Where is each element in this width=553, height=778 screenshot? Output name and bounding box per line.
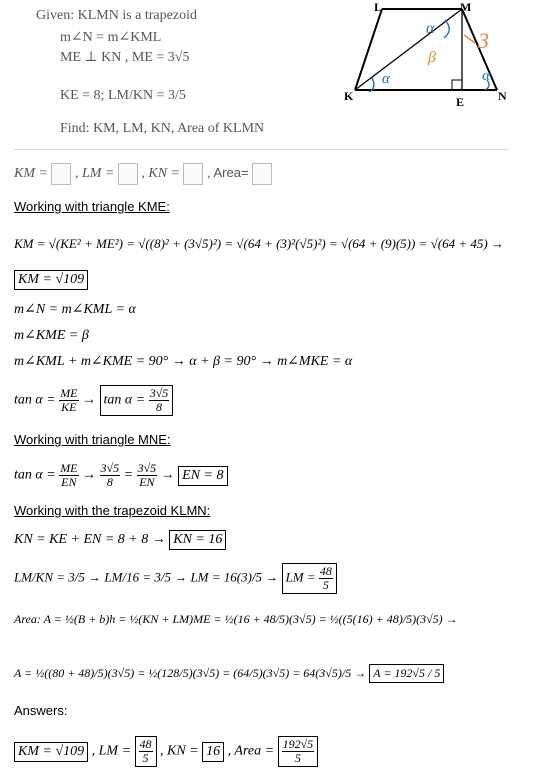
three-hand: 3 xyxy=(478,28,489,53)
tan2-n2: 3√5 xyxy=(100,461,120,475)
given-find: Find: KM, LM, KN, Area of KLMN xyxy=(60,121,265,136)
tan2-lhs: tan α = xyxy=(14,467,56,483)
final-area-den: 5 xyxy=(294,751,301,765)
tan2-n1: ME xyxy=(60,461,78,475)
tan-line-1: tan α = $\frac{ME}{KE}$ → tan α = $\frac{3√5}{8}$ xyxy=(14,385,173,416)
kn-line xyxy=(14,530,226,550)
angle-line-3: m∠KML + m∠KME = 90° → α + β = 90° → m∠MKE = α xyxy=(14,354,353,369)
final-kn-box: 16 xyxy=(202,742,224,762)
final-area-num: 192√5 xyxy=(282,737,314,751)
tan1-box xyxy=(100,385,174,416)
final-area-box xyxy=(278,736,319,767)
final-sep-lm: , LM = xyxy=(91,743,132,759)
tan2-frac-1 xyxy=(59,462,78,489)
lm-formula: LM/KN = 3/5 → LM/16 = 3/5 → LM = 16(3)/5 → xyxy=(14,569,279,585)
tan1-box-num: 3√5 xyxy=(149,386,169,400)
tan-line-2: tan α = $\frac{ME}{EN}$ → $\frac{3√5}{8}$ = $\frac{3√5}{EN}$ → EN = 8 xyxy=(14,462,228,489)
label-l: L xyxy=(374,0,383,14)
answer-prompt xyxy=(14,163,272,185)
tan2-d3: EN xyxy=(139,475,155,489)
final-sep-area: , Area = xyxy=(227,743,275,759)
given-angle: m∠N = m∠KML xyxy=(60,30,162,45)
heading-mne: Working with triangle MNE: xyxy=(14,432,171,447)
km-formula: KM = √(KE² + ME²) = √((8)² + (3√5)²) = √(64 + (3)²(√5)²) = √(64 + (9)(5)) = √(64 + 45) → xyxy=(14,236,504,251)
final-lm-box xyxy=(135,736,157,767)
tan2-frac-3 xyxy=(137,462,158,489)
final-lm-num: 48 xyxy=(139,737,152,751)
prompt-km: KM = xyxy=(14,166,48,182)
km-result-box: KM = √109 xyxy=(14,270,88,290)
area-formula-2: A = ½((80 + 48)/5)(3√5) = ½(128/5)(3√5) = (64/5)(3√5) = 64(3√5)/5 → xyxy=(14,666,367,680)
prompt-lm: , LM = xyxy=(74,166,115,182)
prompt-kn: , KN = xyxy=(141,166,180,182)
given-perp: ME ⊥ KN , ME = 3√5 xyxy=(60,50,190,65)
lm-result-den: 5 xyxy=(322,578,329,592)
final-lm-den: 5 xyxy=(142,751,149,765)
tan1-num: ME xyxy=(60,386,78,400)
alpha-at-n: α xyxy=(482,68,490,84)
heading-trapezoid: Working with the trapezoid KLMN: xyxy=(14,503,211,518)
label-e: E xyxy=(456,95,465,109)
label-n: N xyxy=(498,89,507,103)
given-title: Given: KLMN is a trapezoid xyxy=(36,8,197,23)
kn-result-box: KN = 16 xyxy=(169,530,226,550)
lm-result-num: 48 xyxy=(319,564,332,578)
final-answers xyxy=(14,736,318,767)
tan2-frac-2 xyxy=(100,462,121,489)
area-line-1: Area: A = ½(B + b)h = ½(KN + LM)ME = ½(16 + 48/5)(3√5) = ½((5(16) + 48)/5)(3√5) → xyxy=(14,612,458,626)
lm-result-box xyxy=(282,563,337,594)
tan2-d1: EN xyxy=(61,475,77,489)
final-km-box: KM = √109 xyxy=(14,742,88,762)
tan1-box-lhs: tan α = xyxy=(103,392,146,408)
final-area-frac xyxy=(282,738,315,765)
final-lm-frac xyxy=(139,738,153,765)
trapezoid-figure xyxy=(342,0,553,112)
area-result-box: A = 192√5 / 5 xyxy=(369,664,444,683)
tan1-lhs: tan α = xyxy=(14,392,56,408)
lm-line xyxy=(14,563,337,594)
prompt-area: , Area= xyxy=(206,165,249,181)
tan2-d2: 8 xyxy=(106,475,113,489)
km-input[interactable] xyxy=(51,163,71,185)
lm-input[interactable] xyxy=(118,163,138,185)
km-result xyxy=(14,270,88,290)
alpha-at-k: α xyxy=(382,71,390,87)
beta-hand: β xyxy=(428,49,436,66)
lm-result-lhs: LM = xyxy=(285,569,316,585)
alpha-at-m: α xyxy=(426,20,435,37)
area-input[interactable] xyxy=(252,163,272,185)
tan1-box-frac xyxy=(149,387,170,414)
tan1-den: KE xyxy=(61,400,77,414)
angle-line-1: m∠N = m∠KML = α xyxy=(14,302,136,317)
tan1-frac xyxy=(59,387,78,414)
answers-label: Answers: xyxy=(14,703,68,718)
kn-input[interactable] xyxy=(183,163,203,185)
separator xyxy=(14,149,508,150)
en-result-box: EN = 8 xyxy=(178,466,227,486)
heading-kme: Working with triangle KME: xyxy=(14,199,170,214)
area-line-2 xyxy=(14,664,444,683)
angle-line-2: m∠KME = β xyxy=(14,328,89,343)
given-ratio: KE = 8; LM/KN = 3/5 xyxy=(60,88,186,103)
tan1-box-den: 8 xyxy=(156,400,162,414)
lm-result-frac xyxy=(319,565,333,592)
label-k: K xyxy=(344,89,354,103)
label-m: M xyxy=(460,0,472,14)
final-sep-kn: , KN = xyxy=(160,743,199,759)
kn-formula: KN = KE + EN = 8 + 8 → xyxy=(14,532,166,547)
tan2-n3: 3√5 xyxy=(137,461,157,475)
